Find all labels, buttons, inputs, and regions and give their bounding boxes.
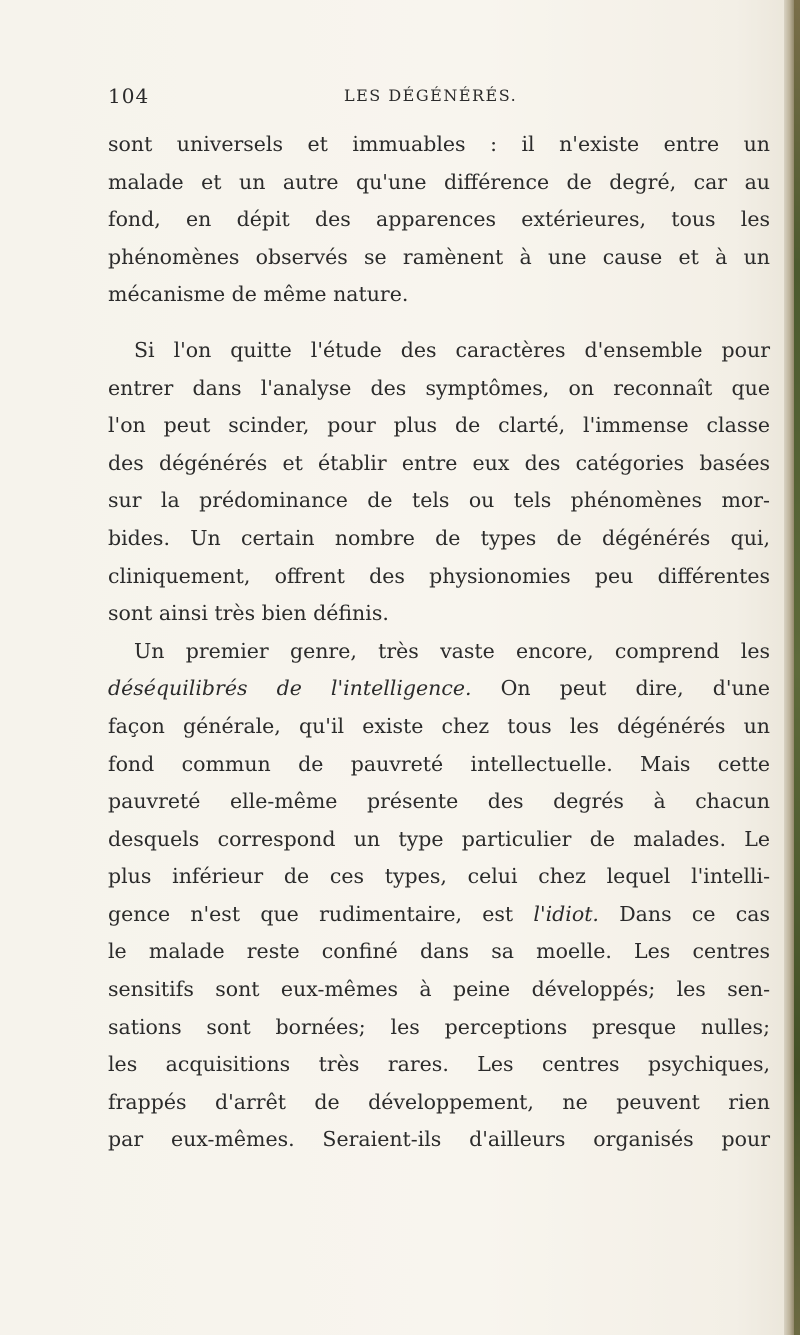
text-line: malade et un autre qu'une différence de degré, car au <box>108 169 770 194</box>
body-text <box>108 126 770 1159</box>
text-line: sations sont bornées; les perceptions presque nulles; <box>108 1014 770 1039</box>
text-line: fond, en dépit des apparences extérieures, tous les <box>108 207 770 232</box>
text-line: desquels correspond un type particulier de malades. Le <box>108 826 770 851</box>
paragraph-2 <box>108 332 770 633</box>
text-line: l'on peut scinder, pour plus de clarté, l'immense classe <box>108 413 770 438</box>
italic-term: déséquilibrés de l'intelligence. <box>108 676 472 701</box>
text-fragment: On peut dire, d'une <box>471 676 770 701</box>
text-line: sensitifs sont eux-mêmes à peine développés; les sen- <box>108 977 770 1002</box>
text-line: plus inférieur de ces types, celui chez lequel l'intelli- <box>108 864 770 889</box>
text-line: fond commun de pauvreté intellectuelle. Mais cette <box>108 751 770 776</box>
text-line <box>108 896 770 934</box>
text-line: sur la prédominance de tels ou tels phénomènes mor- <box>108 488 770 513</box>
text-line: sont universels et immuables : il n'existe entre un <box>108 132 770 156</box>
text-line: le malade reste confiné dans sa moelle. Les centres <box>108 939 770 964</box>
running-head: LES DÉGÉNÉRÉS. <box>344 86 518 105</box>
text-line: pauvreté elle-même présente des degrés à chacun <box>108 789 770 814</box>
text-line: entrer dans l'analyse des symptômes, on reconnaît que <box>108 375 770 400</box>
text-line: par eux-mêmes. Seraient-ils d'ailleurs organisés pour <box>108 1127 770 1152</box>
text-line <box>108 670 770 708</box>
text-line: façon générale, qu'il existe chez tous les dégénérés un <box>108 713 770 738</box>
italic-term: l'idiot. <box>533 901 599 926</box>
text-line: bides. Un certain nombre de types de dégénérés qui, <box>108 525 770 550</box>
text-line: les acquisitions très rares. Les centres psychiques, <box>108 1052 770 1077</box>
text-fragment: Dans ce cas <box>598 901 770 926</box>
book-binding-edge <box>794 0 800 1335</box>
text-fragment: gence n'est que rudimentaire, est <box>108 901 534 926</box>
page-header <box>108 84 768 114</box>
text-line: Un premier genre, très vaste encore, comprend les <box>134 638 770 663</box>
text-line: frappés d'arrêt de développement, ne peuvent rien <box>108 1089 770 1114</box>
text-line: des dégénérés et établir entre eux des catégories basées <box>108 450 770 475</box>
text-line: cliniquement, offrent des physionomies peu différentes <box>108 563 770 588</box>
paragraph-3 <box>108 633 770 1159</box>
text-line: Si l'on quitte l'étude des caractères d'ensemble pour <box>134 337 770 362</box>
text-line: phénomènes observés se ramènent à une cause et à un <box>108 244 770 269</box>
page-number: 104 <box>108 84 150 108</box>
text-line: mécanisme de même nature. <box>108 282 409 307</box>
paragraph-1 <box>108 126 770 314</box>
text-line: sont ainsi très bien définis. <box>108 601 389 626</box>
